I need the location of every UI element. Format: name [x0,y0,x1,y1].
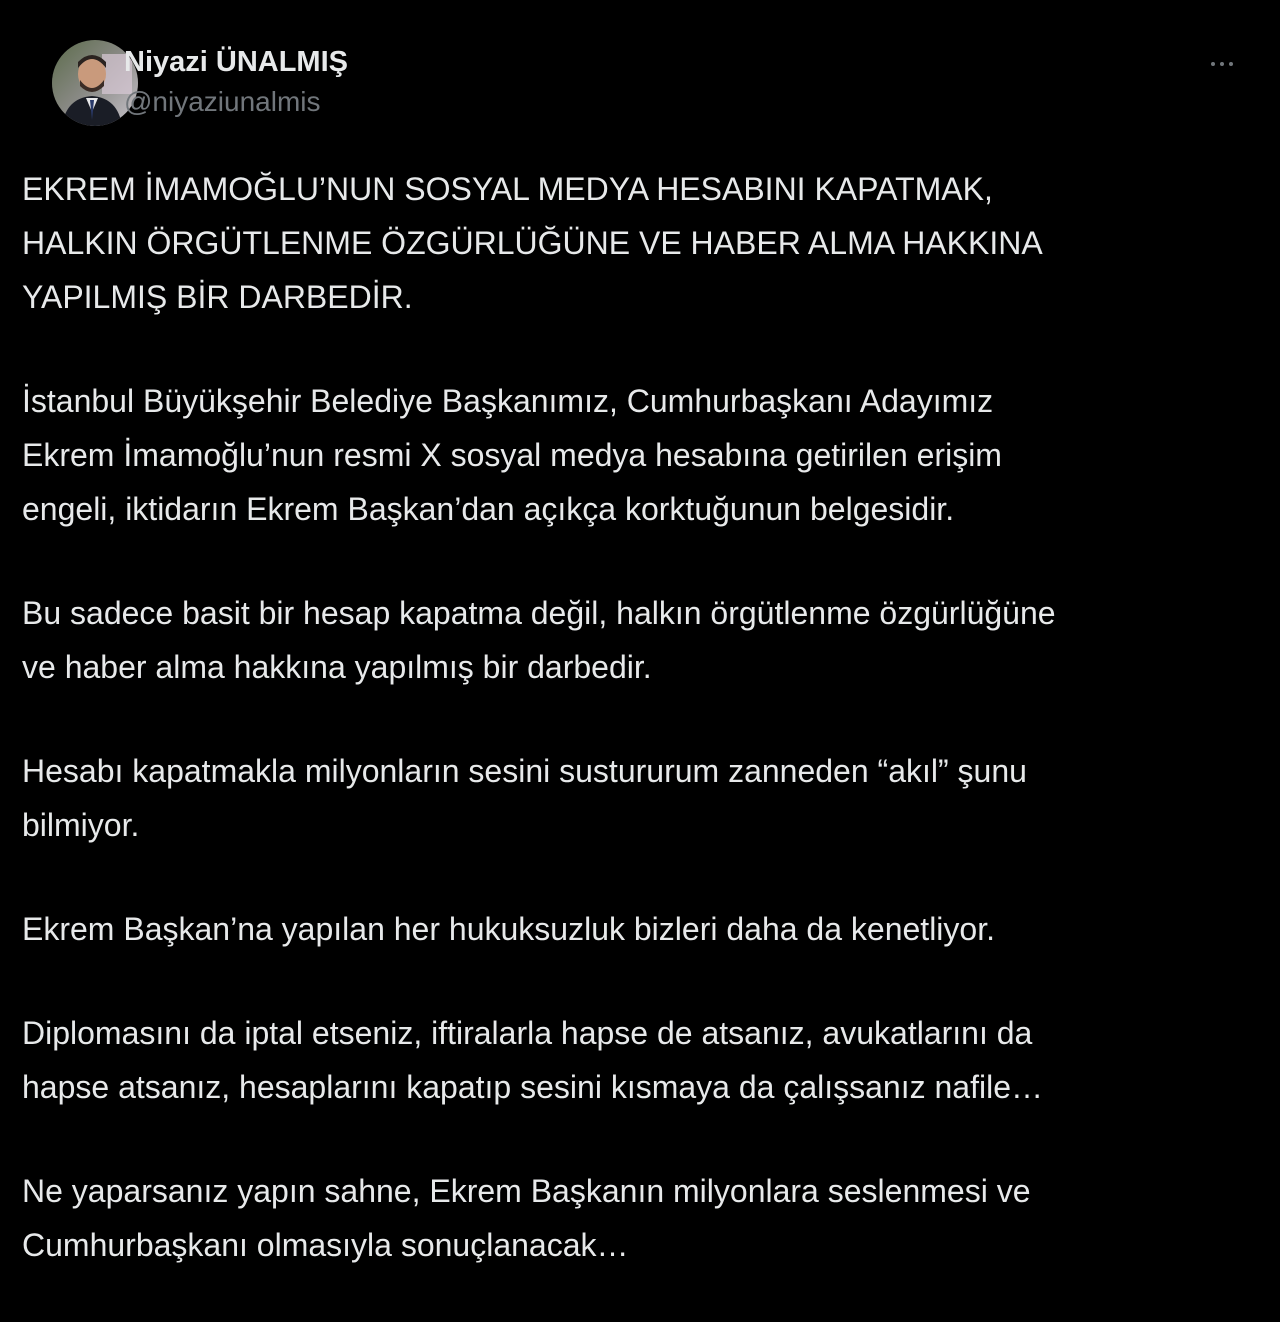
tweet-paragraph: İstanbul Büyükşehir Belediye Başkanımız, Cumhurbaşkanı Adayımız Ekrem İmamoğlu’nun resmi X sosyal medya hesabına getirilen erişim engeli, iktidarın Ekrem Başkan’dan açıkça korktuğunun belgesidir. [22,383,1002,527]
more-horizontal-icon [1220,62,1224,66]
author-info [124,44,348,120]
tweet-paragraph: Bu sadece basit bir hesap kapatma değil, halkın örgütlenme özgürlüğüne ve haber alma hakkına yapılmış bir darbedir. [22,595,1056,685]
tweet-paragraph: Ne yaparsanız yapın sahne, Ekrem Başkanın milyonlara seslenmesi ve Cumhurbaşkanı olmasıyla sonuçlanacak… [22,1173,1031,1263]
tweet-text [22,162,1262,1322]
more-horizontal-icon [1211,62,1215,66]
display-name[interactable]: Niyazi ÜNALMIŞ [124,46,348,78]
tweet-paragraph: Diplomasını da iptal etseniz, iftiralarla hapse de atsanız, avukatlarını da hapse atsanız, hesaplarını kapatıp sesini kısmaya da çalışsanız nafile… [22,1015,1043,1105]
tweet-paragraph: Ekrem Başkan’na yapılan her hukuksuzluk bizleri daha da kenetliyor. [22,911,995,947]
tweet-header [22,40,1258,130]
tweet-paragraph: Hesabı kapatmakla milyonların sesini sustururum zanneden “akıl” şunu bilmiyor. [22,753,1027,843]
tweet-paragraph: EKREM İMAMOĞLU’NUN SOSYAL MEDYA HESABINI KAPATMAK, HALKIN ÖRGÜTLENME ÖZGÜRLÜĞÜNE VE HABER ALMA HAKKINA YAPILMIŞ BİR DARBEDİR. [22,171,1043,315]
more-horizontal-icon [1229,62,1233,66]
more-options-button[interactable] [1202,52,1242,76]
user-handle[interactable]: @niyaziunalmis [124,86,321,117]
